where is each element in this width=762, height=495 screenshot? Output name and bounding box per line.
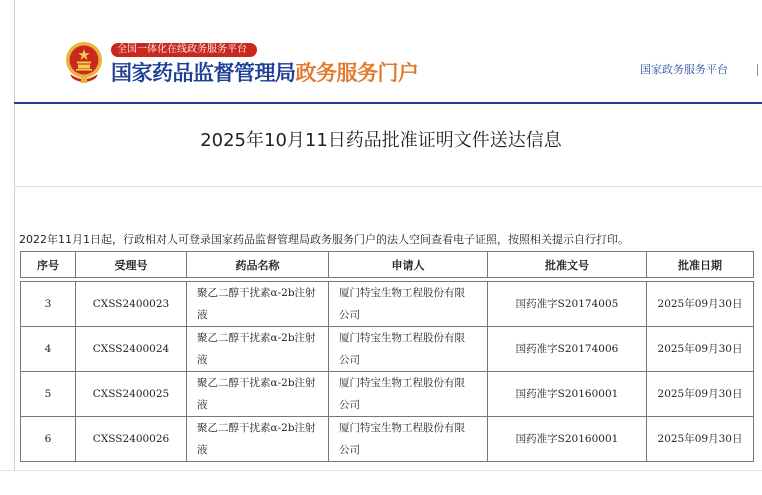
cell-applicant-line1: 厦门特宝生物工程股份有限 bbox=[339, 422, 465, 434]
cell-drug-name-line2: 液 bbox=[197, 399, 208, 411]
header-separator bbox=[757, 64, 758, 76]
cell-approval-date: 2025年09月30日 bbox=[647, 282, 754, 327]
cell-applicant-line1: 厦门特宝生物工程股份有限 bbox=[339, 377, 465, 389]
cell-applicant bbox=[329, 327, 488, 372]
header-divider bbox=[14, 102, 762, 104]
site-title-accent: 政务服务门户 bbox=[295, 61, 419, 85]
cell-approval-number: 国药准字S20160001 bbox=[488, 372, 647, 417]
cell-no: 4 bbox=[21, 327, 76, 372]
cell-drug-name bbox=[187, 417, 329, 462]
cell-drug-name-line2: 液 bbox=[197, 354, 208, 366]
column-header-no: 序号 bbox=[21, 252, 76, 278]
cell-applicant bbox=[329, 282, 488, 327]
cell-applicant-line2: 公司 bbox=[339, 444, 360, 456]
table-row bbox=[21, 417, 754, 462]
cell-acceptance: CXSS2400025 bbox=[76, 372, 187, 417]
cell-drug-name-line2: 液 bbox=[197, 309, 208, 321]
national-emblem-icon[interactable] bbox=[64, 40, 104, 84]
notice-text: 2022年11月1日起，行政相对人可登录国家药品监督管理局政务服务门户的法人空间查看电子证照，按照相关提示自行打印。 bbox=[19, 233, 629, 246]
table-row bbox=[21, 282, 754, 327]
cell-drug-name-line1: 聚乙二醇干扰素α-2b注射 bbox=[197, 377, 316, 389]
cell-drug-name bbox=[187, 372, 329, 417]
cell-applicant bbox=[329, 417, 488, 462]
table-row bbox=[21, 327, 754, 372]
cell-applicant bbox=[329, 372, 488, 417]
site-title-main: 国家药品监督管理局 bbox=[111, 61, 296, 85]
cell-approval-number: 国药准字S20160001 bbox=[488, 417, 647, 462]
page-title: 2025年10月11日药品批准证明文件送达信息 bbox=[200, 130, 562, 151]
cell-approval-date: 2025年09月30日 bbox=[647, 372, 754, 417]
cell-drug-name-line2: 液 bbox=[197, 444, 208, 456]
cell-applicant-line2: 公司 bbox=[339, 354, 360, 366]
table-row bbox=[21, 372, 754, 417]
site-header bbox=[14, 0, 762, 104]
cell-approval-number: 国药准字S20174006 bbox=[488, 327, 647, 372]
cell-drug-name bbox=[187, 327, 329, 372]
cell-approval-date: 2025年09月30日 bbox=[647, 327, 754, 372]
cell-no: 3 bbox=[21, 282, 76, 327]
national-platform-link[interactable]: 国家政务服务平台 bbox=[640, 63, 728, 76]
approval-table bbox=[20, 251, 754, 462]
cell-applicant-line2: 公司 bbox=[339, 399, 360, 411]
cell-no: 6 bbox=[21, 417, 76, 462]
column-header-drug-name: 药品名称 bbox=[187, 252, 329, 278]
column-header-approval-date: 批准日期 bbox=[647, 252, 754, 278]
cell-acceptance: CXSS2400026 bbox=[76, 417, 187, 462]
cell-drug-name-line1: 聚乙二醇干扰素α-2b注射 bbox=[197, 422, 316, 434]
cell-drug-name-line1: 聚乙二醇干扰素α-2b注射 bbox=[197, 287, 316, 299]
cell-acceptance: CXSS2400023 bbox=[76, 282, 187, 327]
cell-applicant-line2: 公司 bbox=[339, 309, 360, 321]
column-header-applicant: 申请人 bbox=[329, 252, 488, 278]
cell-drug-name-line1: 聚乙二醇干扰素α-2b注射 bbox=[197, 332, 316, 344]
national-platform-badge: 全国一体化在线政务服务平台 bbox=[111, 43, 257, 57]
page-frame-bottom bbox=[0, 470, 762, 471]
cell-approval-date: 2025年09月30日 bbox=[647, 417, 754, 462]
column-header-approval-number: 批准文号 bbox=[488, 252, 647, 278]
title-divider bbox=[14, 186, 762, 187]
cell-applicant-line1: 厦门特宝生物工程股份有限 bbox=[339, 287, 465, 299]
site-title[interactable] bbox=[111, 59, 419, 87]
cell-approval-number: 国药准字S20174005 bbox=[488, 282, 647, 327]
cell-acceptance: CXSS2400024 bbox=[76, 327, 187, 372]
cell-no: 5 bbox=[21, 372, 76, 417]
table-header-row bbox=[21, 252, 754, 278]
cell-applicant-line1: 厦门特宝生物工程股份有限 bbox=[339, 332, 465, 344]
column-header-acceptance: 受理号 bbox=[76, 252, 187, 278]
cell-drug-name bbox=[187, 282, 329, 327]
